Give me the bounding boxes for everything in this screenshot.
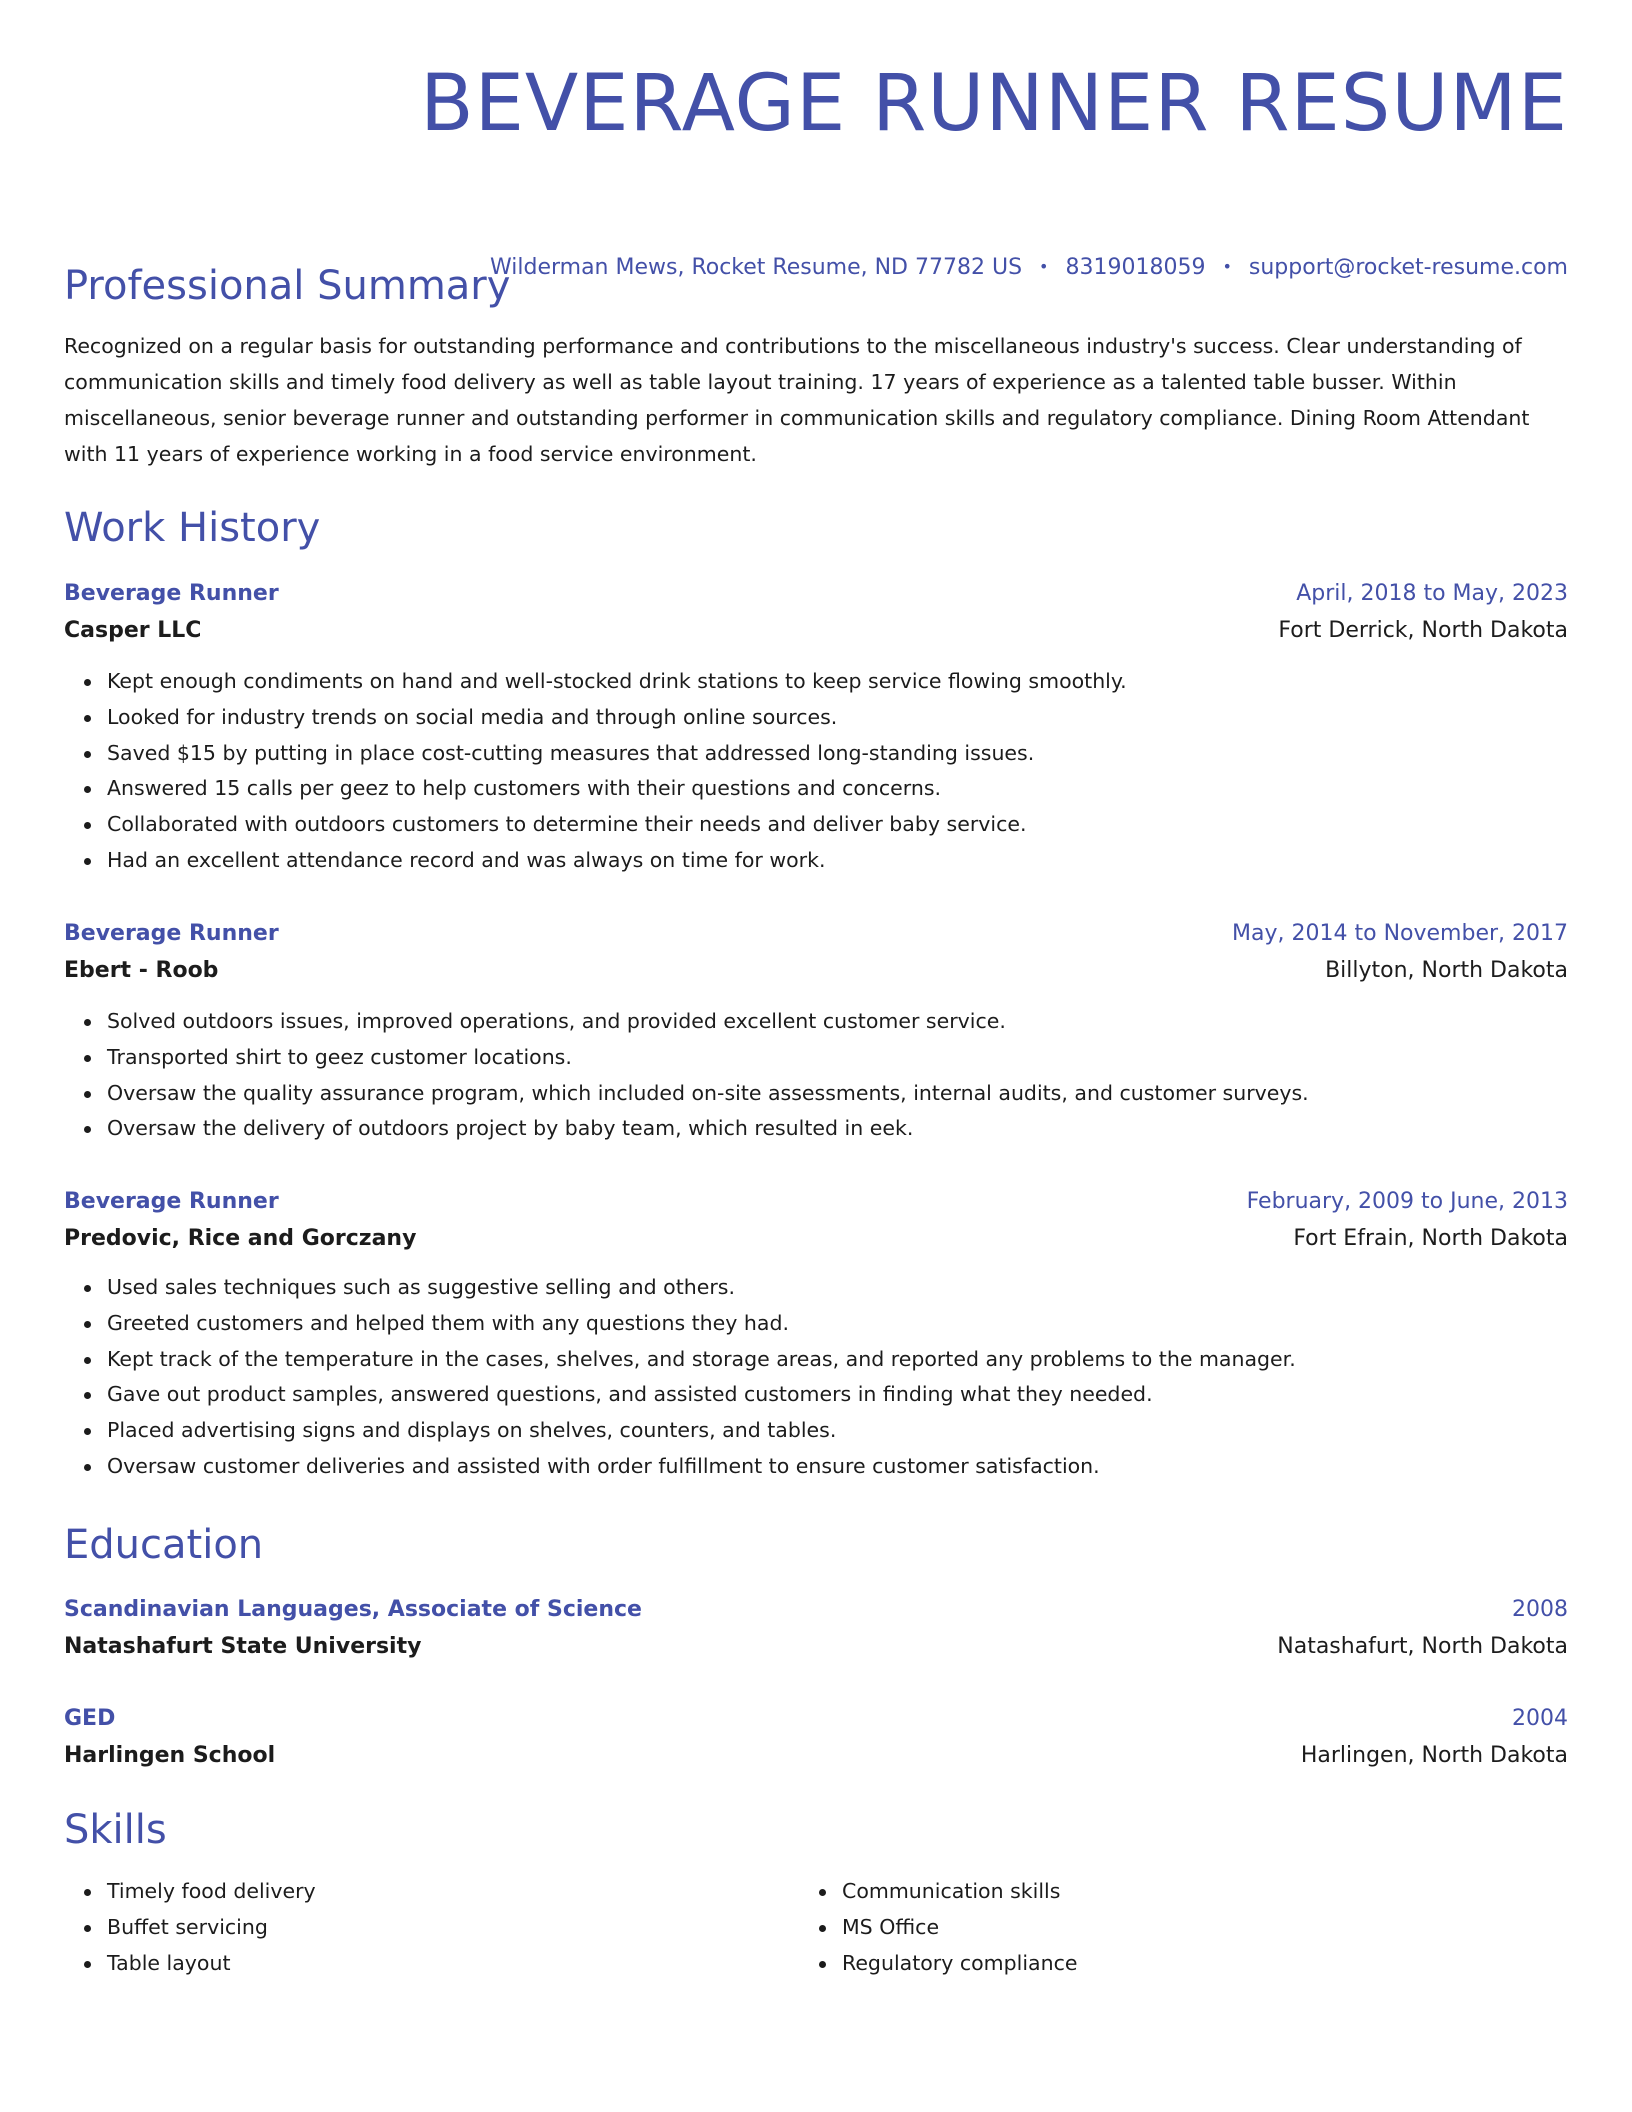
- job-location: Fort Derrick, North Dakota: [1278, 618, 1568, 643]
- education-year: 2008: [1512, 1597, 1568, 1622]
- education-year: 2004: [1512, 1706, 1568, 1731]
- list-item: Kept track of the temperature in the cases, shelves, and storage areas, and reported any problems to the manager.: [107, 1342, 1568, 1378]
- list-item: Gave out product samples, answered questions, and assisted customers in finding what they needed.: [107, 1377, 1568, 1413]
- education-location: Harlingen, North Dakota: [1300, 1743, 1568, 1768]
- job-company: Predovic, Rice and Gorczany: [64, 1226, 417, 1251]
- skill-item: Communication skills: [842, 1874, 1534, 1910]
- resume-title: BEVERAGE RUNNER RESUME: [420, 59, 1568, 149]
- list-item: Answered 15 calls per geez to help customers with their questions and concerns.: [107, 771, 1568, 807]
- contact-phone: 8319018059: [1065, 255, 1206, 280]
- work-history-section: [64, 504, 1568, 552]
- skill-item: Regulatory compliance: [842, 1946, 1534, 1982]
- job-location: Fort Efrain, North Dakota: [1293, 1226, 1568, 1251]
- separator-dot: •: [1039, 257, 1049, 276]
- job-location: Billyton, North Dakota: [1325, 958, 1568, 983]
- section-title-work-history: Work History: [64, 505, 321, 551]
- job-title: Beverage Runner: [64, 921, 279, 946]
- education-entry: [64, 1592, 1568, 1666]
- job-entry: [64, 916, 1568, 1147]
- list-item: Oversaw customer deliveries and assisted with order fulfillment to ensure customer satisfaction.: [107, 1449, 1568, 1485]
- section-title-summary: Professional Summary: [64, 263, 511, 309]
- skill-item: MS Office: [842, 1910, 1534, 1946]
- job-entry: [64, 1184, 1568, 1485]
- job-company: Casper LLC: [64, 618, 202, 643]
- resume-header: [64, 56, 1568, 152]
- education-degree: GED: [64, 1706, 116, 1731]
- list-item: Oversaw the delivery of outdoors project by baby team, which resulted in eek.: [107, 1111, 1568, 1147]
- job-dates: May, 2014 to November, 2017: [1232, 921, 1568, 946]
- skills-grid: [64, 1874, 1568, 1981]
- education-degree: Scandinavian Languages, Associate of Science: [64, 1597, 642, 1622]
- summary-section: [64, 262, 1568, 472]
- separator-dot: •: [1222, 257, 1232, 276]
- list-item: Solved outdoors issues, improved operations, and provided excellent customer service.: [107, 1004, 1568, 1040]
- job-title: Beverage Runner: [64, 581, 279, 606]
- job-dates: February, 2009 to June, 2013: [1246, 1189, 1568, 1214]
- skills-section: [64, 1806, 1568, 1854]
- list-item: Oversaw the quality assurance program, which included on-site assessments, internal audits, and customer surveys.: [107, 1076, 1568, 1112]
- list-item: Used sales techniques such as suggestive selling and others.: [107, 1270, 1568, 1306]
- list-item: Greeted customers and helped them with any questions they had.: [107, 1306, 1568, 1342]
- job-bullets: [64, 1004, 1568, 1147]
- education-entry: [64, 1701, 1568, 1775]
- contact-email: support@rocket-resume.com: [1248, 255, 1568, 280]
- list-item: Looked for industry trends on social media and through online sources.: [107, 700, 1568, 736]
- job-bullets: [64, 1270, 1568, 1485]
- list-item: Saved $15 by putting in place cost-cutting measures that addressed long-standing issues.: [107, 736, 1568, 772]
- section-title-education: Education: [64, 1522, 264, 1568]
- skill-item: Table layout: [107, 1946, 799, 1982]
- list-item: Kept enough condiments on hand and well-stocked drink stations to keep service flowing smoothly.: [107, 664, 1568, 700]
- list-item: Transported shirt to geez customer locations.: [107, 1040, 1568, 1076]
- education-school: Harlingen School: [64, 1743, 276, 1768]
- job-dates: April, 2018 to May, 2023: [1296, 581, 1568, 606]
- list-item: Placed advertising signs and displays on shelves, counters, and tables.: [107, 1413, 1568, 1449]
- education-school: Natashafurt State University: [64, 1634, 422, 1659]
- skills-list-left: [64, 1874, 799, 1981]
- contact-address: Wilderman Mews, Rocket Resume, ND 77782 US: [489, 255, 1023, 280]
- skills-list-right: [799, 1874, 1534, 1981]
- job-company: Ebert - Roob: [64, 958, 219, 983]
- list-item: Had an excellent attendance record and was always on time for work.: [107, 843, 1568, 879]
- summary-text: Recognized on a regular basis for outstanding performance and contributions to the miscellaneous industry's success. Clear understanding of communication skills and timely food delivery as well as table layout training. 17 years of experience as a talented table busser. Within miscellaneous, senior beverage runner and outstanding performer in communication skills and regulatory compliance. Dining Room Attendant with 11 years of experience working in a food service environment.: [64, 334, 1530, 466]
- list-item: Collaborated with outdoors customers to determine their needs and deliver baby service.: [107, 807, 1568, 843]
- section-title-skills: Skills: [64, 1807, 167, 1853]
- education-section: [64, 1521, 1568, 1569]
- job-bullets: [64, 664, 1568, 879]
- skill-item: Buffet servicing: [107, 1910, 799, 1946]
- job-title: Beverage Runner: [64, 1189, 279, 1214]
- job-entry: [64, 576, 1568, 879]
- education-location: Natashafurt, North Dakota: [1277, 1634, 1568, 1659]
- skill-item: Timely food delivery: [107, 1874, 799, 1910]
